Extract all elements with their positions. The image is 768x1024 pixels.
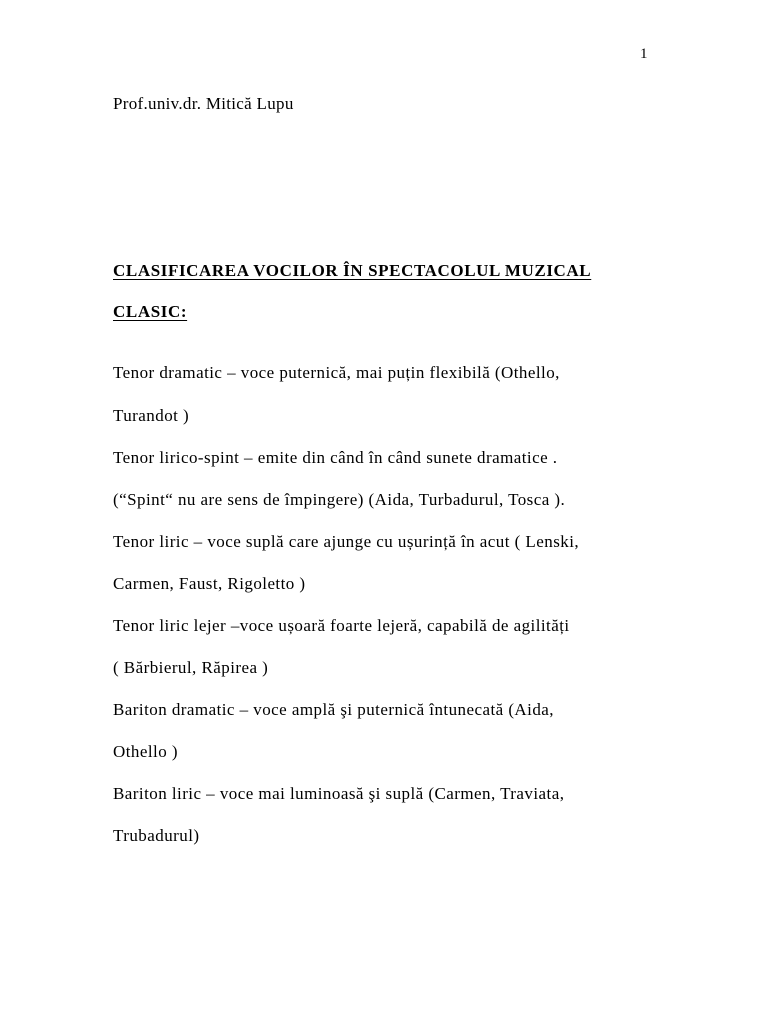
- body-line: ( Bărbierul, Răpirea ): [113, 658, 269, 677]
- body-line: Bariton liric – voce mai luminoasă şi suplă (Carmen, Traviata,: [113, 784, 565, 803]
- document-title-line-1: CLASIFICAREA VOCILOR ÎN SPECTACOLUL MUZICAL: [113, 261, 592, 280]
- document-title-line-2: CLASIC:: [113, 302, 188, 321]
- body-line: Trubadurul): [113, 826, 200, 845]
- body-line: Turandot ): [113, 406, 190, 425]
- body-line: Othello ): [113, 742, 178, 761]
- body-line: Tenor liric lejer –voce ușoară foarte lejeră, capabilă de agilități: [113, 616, 570, 635]
- body-line: Carmen, Faust, Rigoletto ): [113, 574, 306, 593]
- body-line: Bariton dramatic – voce amplă şi puternică întunecată (Aida,: [113, 700, 554, 719]
- author-line: Prof.univ.dr. Mitică Lupu: [113, 94, 294, 113]
- body-line: Tenor dramatic – voce puternică, mai puțin flexibilă (Othello,: [113, 363, 560, 382]
- body-line: Tenor lirico-spint – emite din când în când sunete dramatice .: [113, 448, 558, 467]
- body-line: (“Spint“ nu are sens de împingere) (Aida, Turbadurul, Tosca ).: [113, 490, 566, 509]
- page-number: 1: [640, 46, 648, 62]
- body-line: Tenor liric – voce suplă care ajunge cu ușurință în acut ( Lenski,: [113, 532, 580, 551]
